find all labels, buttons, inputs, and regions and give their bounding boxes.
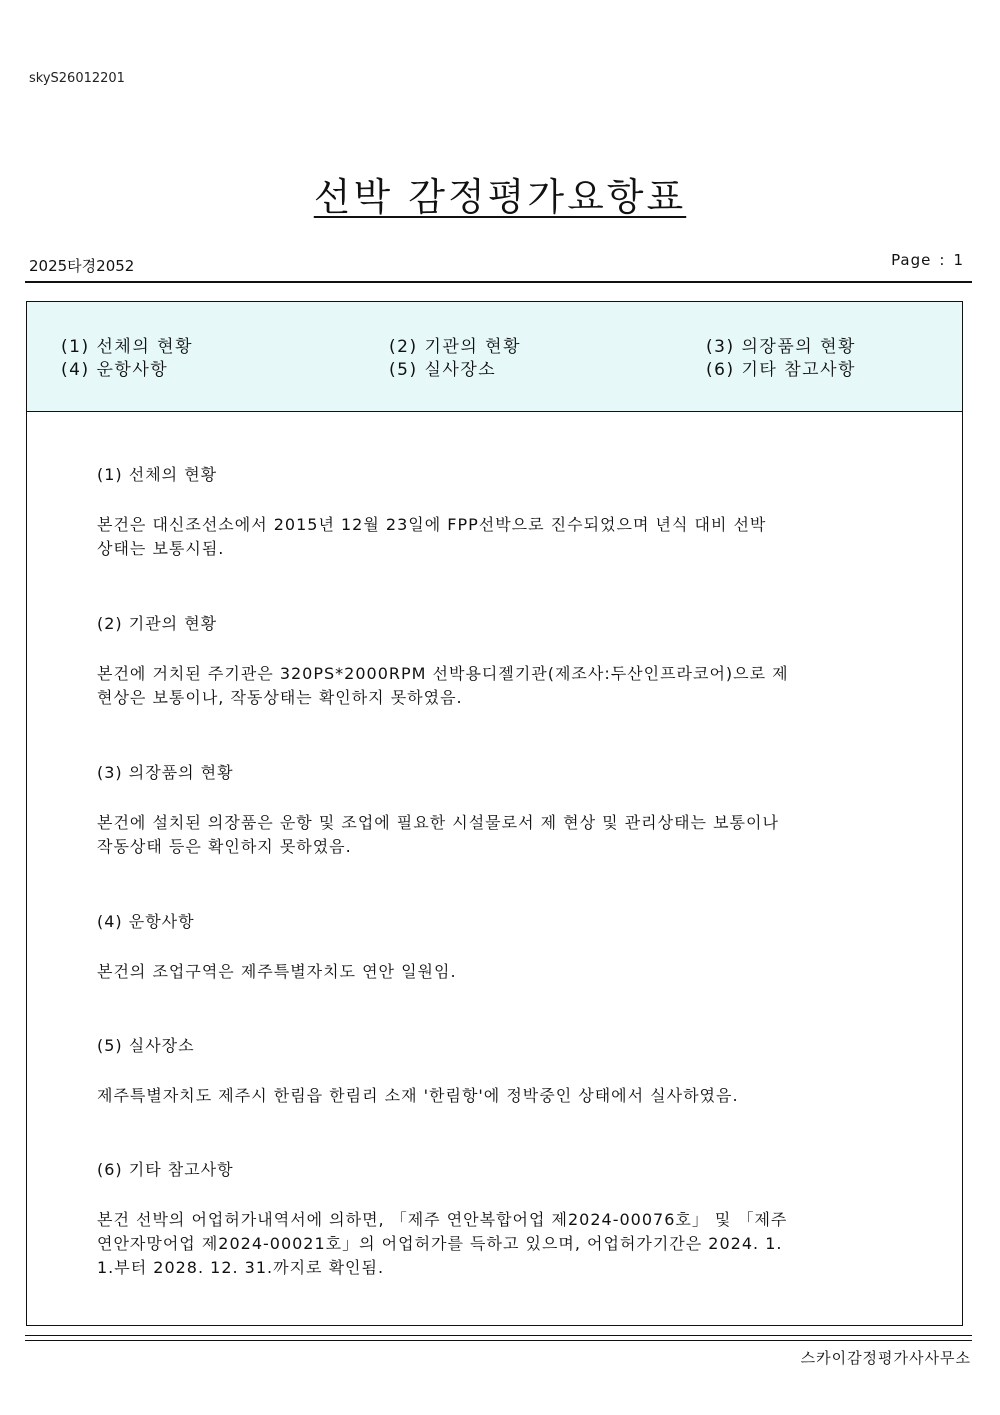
section-body: 본건 선박의 어업허가내역서에 의하면, 「제주 연안복합어업 제2024-00076호」 및 「제주 연안자망어업 제2024-00021호」의 어업허가를 득하고 있으며, 어업허가기간은 2024. 1. 1.부터 2028. 12. 31.까지로 확인됨. [97,1210,788,1277]
document-id: skyS26012201 [29,71,125,86]
section-equipment [97,760,917,859]
page-number: 1 [953,251,964,269]
section-hull [97,462,917,561]
toc-item-3: (3) 의장품의 현황 [706,337,856,357]
section-body: 제주특별자치도 제주시 한림읍 한림리 소재 '한림항'에 정박중인 상태에서 실사하였음. [97,1086,739,1105]
section-body: 본건에 설치된 의장품은 운항 및 조업에 필요한 시설물로서 제 현상 및 관리상태는 보통이나 작동상태 등은 확인하지 못하였음. [97,813,779,856]
section-heading: (2) 기관의 현황 [97,614,218,633]
section-operation [97,909,917,984]
toc-item-4: (4) 운항사항 [61,360,169,380]
office-name: 스카이감정평가사사무소 [800,1349,971,1367]
section-engine [97,611,917,710]
toc-item-5: (5) 실사장소 [389,360,497,380]
section-heading: (6) 기타 참고사항 [97,1160,234,1179]
table-of-contents [27,302,962,412]
section-body: 본건에 거치된 주기관은 320PS*2000RPM 선박용디젤기관(제조사:두산인프라코어)으로 제 현상은 보통이나, 작동상태는 확인하지 못하였음. [97,664,789,707]
content-frame [26,301,963,1326]
toc-item-2: (2) 기관의 현황 [389,337,521,357]
document-title [0,166,1000,221]
page-label: Page [891,251,932,269]
section-heading: (4) 운항사항 [97,912,195,931]
section-other-notes [97,1157,917,1280]
title-text: 선박 감정평가요항표 [313,175,687,219]
section-body: 본건은 대신조선소에서 2015년 12월 23일에 FPP선박으로 진수되었으며 년식 대비 선박 상태는 보통시됨. [97,515,767,558]
page-indicator [891,251,964,269]
toc-item-6: (6) 기타 참고사항 [706,360,856,380]
section-inspection-site [97,1033,917,1108]
section-heading: (5) 실사장소 [97,1036,195,1055]
header-divider [25,281,972,283]
section-body: 본건의 조업구역은 제주특별자치도 연안 일원임. [97,962,457,981]
footer-divider-inner [25,1340,972,1341]
footer-divider [25,1335,972,1336]
case-number: 2025타경2052 [29,257,135,275]
section-heading: (1) 선체의 현황 [97,465,218,484]
section-heading: (3) 의장품의 현황 [97,763,234,782]
toc-item-1: (1) 선체의 현황 [61,337,193,357]
page-separator: : [939,251,946,269]
